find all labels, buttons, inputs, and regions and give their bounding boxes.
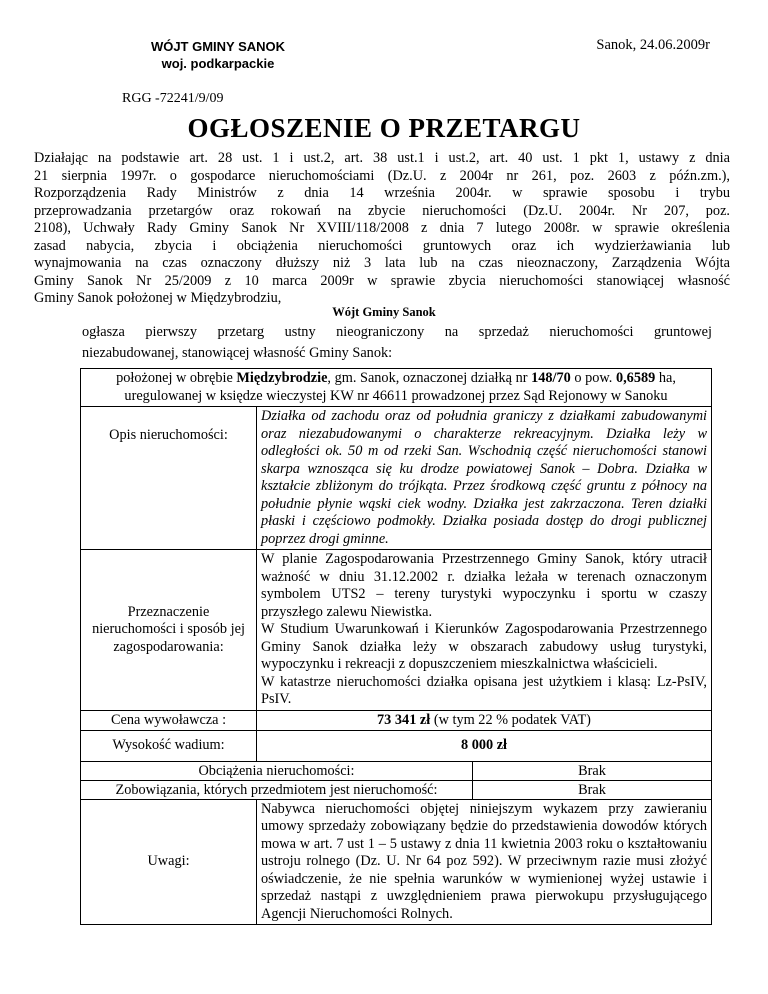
obligations-label: Zobowiązania, których przedmiotem jest nieruchomość: [81, 780, 473, 799]
burden-value: Brak [473, 761, 712, 780]
intro-line: Rozporządzenia Rady Ministrów z dnia 14 września 2004r. w sprawie sposobu i trybu [34, 185, 730, 201]
issuer-block [88, 38, 348, 72]
notes-row [81, 799, 712, 925]
place-date: Sanok, 24.06.2009r [596, 37, 710, 53]
notes-text: Nabywca nieruchomości objętej niniejszym wykazem przy zawieraniu umowy sprzedaży zobowiązany będzie do przedstawienia dowodów których mowa w art. 7 ust 1 – 5 ustawy z dnia 11 kwietnia 2003 roku o kształtowaniu ustroju rolnego (Dz. U. Nr 64 poz 592). W przeciwnym razie musi złożyć oświadczenie, że nie spełnia warunków w wymienionej wyżej ustawie i sprzedaż nastąpi z uwzględnieniem prawa pierwokupu przysługującego Agencji Nieruchomości Rolnych. [257, 799, 712, 925]
location-text: położonej w obrębie [116, 370, 237, 386]
deposit-row [81, 731, 712, 762]
announce-line: ogłasza pierwszy przetarg ustny nieograniczony na sprzedaż nieruchomości gruntowej [82, 324, 712, 340]
price-label: Cena wywoławcza : [81, 710, 257, 731]
price-cell [257, 710, 712, 731]
price-note: (w tym 22 % podatek VAT) [430, 711, 591, 728]
notes-label: Uwagi: [81, 799, 257, 925]
land-register-text: uregulowanej w księdze wieczystej KW nr 46611 prowadzonej przez Sąd Rejonowy w Sanoku [124, 387, 668, 404]
plot-area: 0,6589 [615, 370, 656, 386]
location-cell [81, 369, 712, 407]
intro-line: 2108), Uchwały Rady Gminy Sanok Nr XVIII/118/2008 z dnia 7 lutego 2008r. w sprawie określenia [34, 220, 730, 236]
intro-line: wynajmowania na czas oznaczony dłuższy niż 3 lata lub na czas nieoznaczony, Zarządzenia Wójta [34, 255, 730, 271]
document-title: OGŁOSZENIE O PRZETARGU [187, 113, 581, 143]
purpose-label: Przeznaczenie nieruchomości i sposób jej zagospodarowania: [81, 550, 257, 711]
purpose-cell [257, 550, 712, 711]
organ-heading: Wójt Gminy Sanok [332, 305, 436, 319]
obligations-value: Brak [473, 780, 712, 799]
intro-line: Gminy Sanok Nr 25/2009 z 10 marca 2009r w sprawie zbycia nieruchomości stanowiącej własność [34, 272, 730, 289]
purpose-row [81, 550, 712, 711]
location-place: Międzybrodzie [236, 370, 328, 386]
burden-label: Obciążenia nieruchomości: [81, 761, 473, 780]
obligations-row [81, 780, 712, 799]
purpose-cadastre-text: W katastrze nieruchomości działka opisana jest użytkiem i klasą: Lz-PsIV, PsIV. [261, 673, 707, 707]
intro-line: przeprowadzania przetargów oraz rokowań na zbycie nieruchomości (Dz.U. 2004r. Nr 207, poz. [34, 202, 730, 219]
price-value: 73 341 zł [377, 711, 431, 728]
property-table [80, 368, 712, 925]
purpose-plan-text: W planie Zagospodarowania Przestrzennego Gminy Sanok, który utracił ważność w dniu 31.12.2002 r. działka leżała w terenach oznaczonym symbolem UTS2 – tereny turystyki wypoczynku i sportu w czaszy przyszłego zalewu Niewistka. [261, 551, 707, 620]
description-text: Działka od zachodu oraz od południa graniczy z działkami zabudowanymi oraz niezabudowanymi o charakterze rekreacyjnym. Działka leży w odległości ok. 50 m od rzeki San. Wschodnią część nieruchomości stanowi skarpa wznosząca się ku drodze powiatowej Sanok – Dobra. Działka w kształcie zbliżonym do trójkąta. Przez środkową część gruntu z północy na południe płynie wąski ciek wodny. Działka jest zakrzaczona. Teren działki płaski i częściowo podmokły. Działka posiada dostęp do drogi publicznej poprzez drogi gminne. [257, 407, 712, 550]
price-row [81, 710, 712, 731]
location-text: ha, [655, 370, 676, 386]
description-row [81, 407, 712, 550]
intro-line: zasad nabycia, zbycia i obciążenia nieruchomości gruntowych oraz ich wydzierżawiania lub [34, 237, 730, 254]
deposit-label: Wysokość wadium: [81, 731, 257, 762]
issuer-authority: WÓJT GMINY SANOK [150, 39, 286, 54]
announcement-paragraph [82, 322, 712, 364]
issuer-region: woj. podkarpackie [161, 56, 275, 71]
reference-number: RGG -72241/9/09 [122, 91, 224, 106]
purpose-study-text: W Studium Uwarunkowań i Kierunków Zagospodarowania Przestrzennego Gminy Sanok działka leży w obszarach zabudowy usług turystyki, wypoczynku i rekreacji z dopuszczeniem mieszkalnictwa właścicieli. [261, 621, 707, 672]
location-text: , gm. Sanok, oznaczonej działką nr [327, 370, 532, 386]
legal-basis-paragraph [34, 150, 730, 308]
location-row [81, 369, 712, 407]
intro-line: 21 sierpnia 1997r. o gospodarce nieruchomościami (Dz.U. z 2004r nr 261, poz. 2603 z późn.zm.), [34, 167, 730, 184]
intro-line: Gminy Sanok położonej w Międzybrodziu, [34, 290, 282, 306]
announce-line: niezabudowanej, stanowiącej własność Gminy Sanok: [82, 345, 393, 361]
intro-line: Działając na podstawie art. 28 ust. 1 i ust.2, art. 38 ust.1 i ust.2, art. 40 ust. 1 pkt 1, ustawy z dnia [34, 150, 730, 166]
burden-row [81, 761, 712, 780]
deposit-value: 8 000 zł [257, 731, 712, 762]
plot-number: 148/70 [531, 370, 571, 386]
description-label: Opis nieruchomości: [81, 407, 257, 550]
location-text: o pow. [570, 370, 616, 386]
